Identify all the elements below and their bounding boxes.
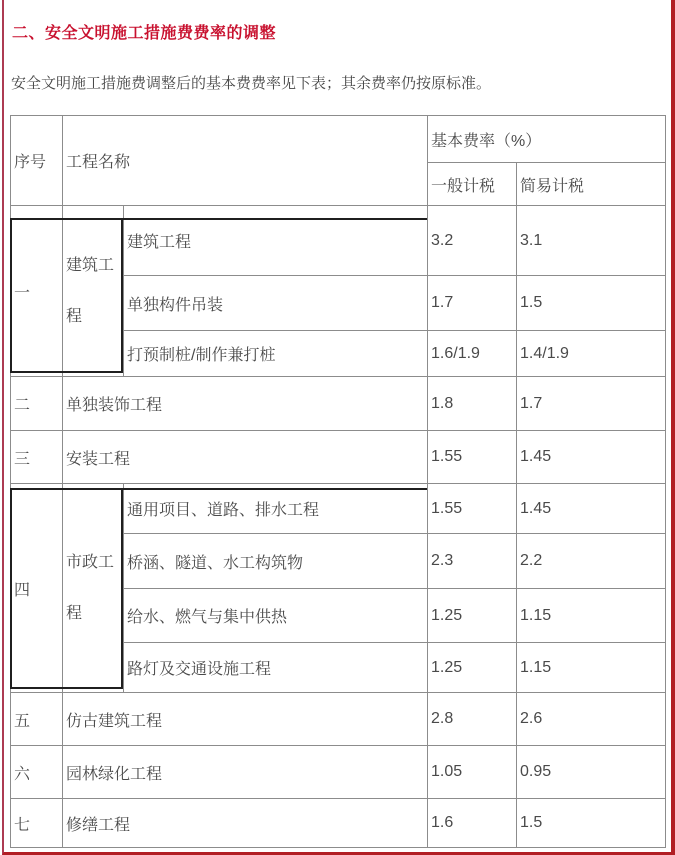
general-rate-cell: 2.8 xyxy=(428,693,517,746)
document-page xyxy=(2,0,675,855)
serial-cell: 一 xyxy=(11,206,63,377)
general-rate-cell: 1.25 xyxy=(428,643,517,693)
general-rate-cell: 1.6 xyxy=(428,799,517,848)
simple-rate-cell: 3.1 xyxy=(517,206,666,276)
header-base-rate: 基本费率（%） xyxy=(428,116,666,163)
simple-rate-cell: 1.7 xyxy=(517,377,666,431)
project-name-cell: 给水、燃气与集中供热 xyxy=(124,589,428,643)
general-rate-cell: 3.2 xyxy=(428,206,517,276)
serial-cell: 五 xyxy=(11,693,63,746)
group-name-cell: 市政工程 xyxy=(63,484,124,693)
project-name-cell: 单独装饰工程 xyxy=(63,377,428,431)
simple-rate-cell: 1.15 xyxy=(517,643,666,693)
header-general-tax: 一般计税 xyxy=(428,163,517,206)
project-name-cell: 安装工程 xyxy=(63,431,428,484)
project-name-cell: 桥涵、隧道、水工构筑物 xyxy=(124,534,428,589)
simple-rate-cell: 1.45 xyxy=(517,431,666,484)
general-rate-cell: 1.6/1.9 xyxy=(428,331,517,377)
general-rate-cell: 1.55 xyxy=(428,431,517,484)
rate-table xyxy=(10,115,666,848)
project-name-cell: 通用项目、道路、排水工程 xyxy=(124,484,428,534)
simple-rate-cell: 1.15 xyxy=(517,589,666,643)
rate-table-container xyxy=(10,115,665,849)
project-name-cell: 路灯及交通设施工程 xyxy=(124,643,428,693)
general-rate-cell: 1.25 xyxy=(428,589,517,643)
intro-text: 安全文明施工措施费调整后的基本费费率见下表；其余费率仍按原标准。 xyxy=(11,75,492,92)
general-rate-cell: 1.8 xyxy=(428,377,517,431)
simple-rate-cell: 2.2 xyxy=(517,534,666,589)
general-rate-cell: 2.3 xyxy=(428,534,517,589)
general-rate-cell: 1.05 xyxy=(428,746,517,799)
simple-rate-cell: 0.95 xyxy=(517,746,666,799)
simple-rate-cell: 2.6 xyxy=(517,693,666,746)
general-rate-cell: 1.55 xyxy=(428,484,517,534)
general-rate-cell: 1.7 xyxy=(428,276,517,331)
project-name-cell: 修缮工程 xyxy=(63,799,428,848)
page-title: 二、安全文明施工措施费费率的调整 xyxy=(12,25,277,42)
simple-rate-cell: 1.45 xyxy=(517,484,666,534)
simple-rate-cell: 1.5 xyxy=(517,276,666,331)
header-simple-tax: 简易计税 xyxy=(517,163,666,206)
simple-rate-cell: 1.5 xyxy=(517,799,666,848)
serial-cell: 七 xyxy=(11,799,63,848)
project-name-cell: 仿古建筑工程 xyxy=(63,693,428,746)
simple-rate-cell: 1.4/1.9 xyxy=(517,331,666,377)
project-name-cell: 打预制桩/制作兼打桩 xyxy=(124,331,428,377)
serial-cell: 四 xyxy=(11,484,63,693)
serial-cell: 三 xyxy=(11,431,63,484)
header-project-name: 工程名称 xyxy=(63,116,428,206)
project-name-cell: 建筑工程 xyxy=(124,206,428,276)
project-name-cell: 单独构件吊装 xyxy=(124,276,428,331)
serial-cell: 二 xyxy=(11,377,63,431)
project-name-cell: 园林绿化工程 xyxy=(63,746,428,799)
header-serial: 序号 xyxy=(11,116,63,206)
serial-cell: 六 xyxy=(11,746,63,799)
group-name-cell: 建筑工程 xyxy=(63,206,124,377)
